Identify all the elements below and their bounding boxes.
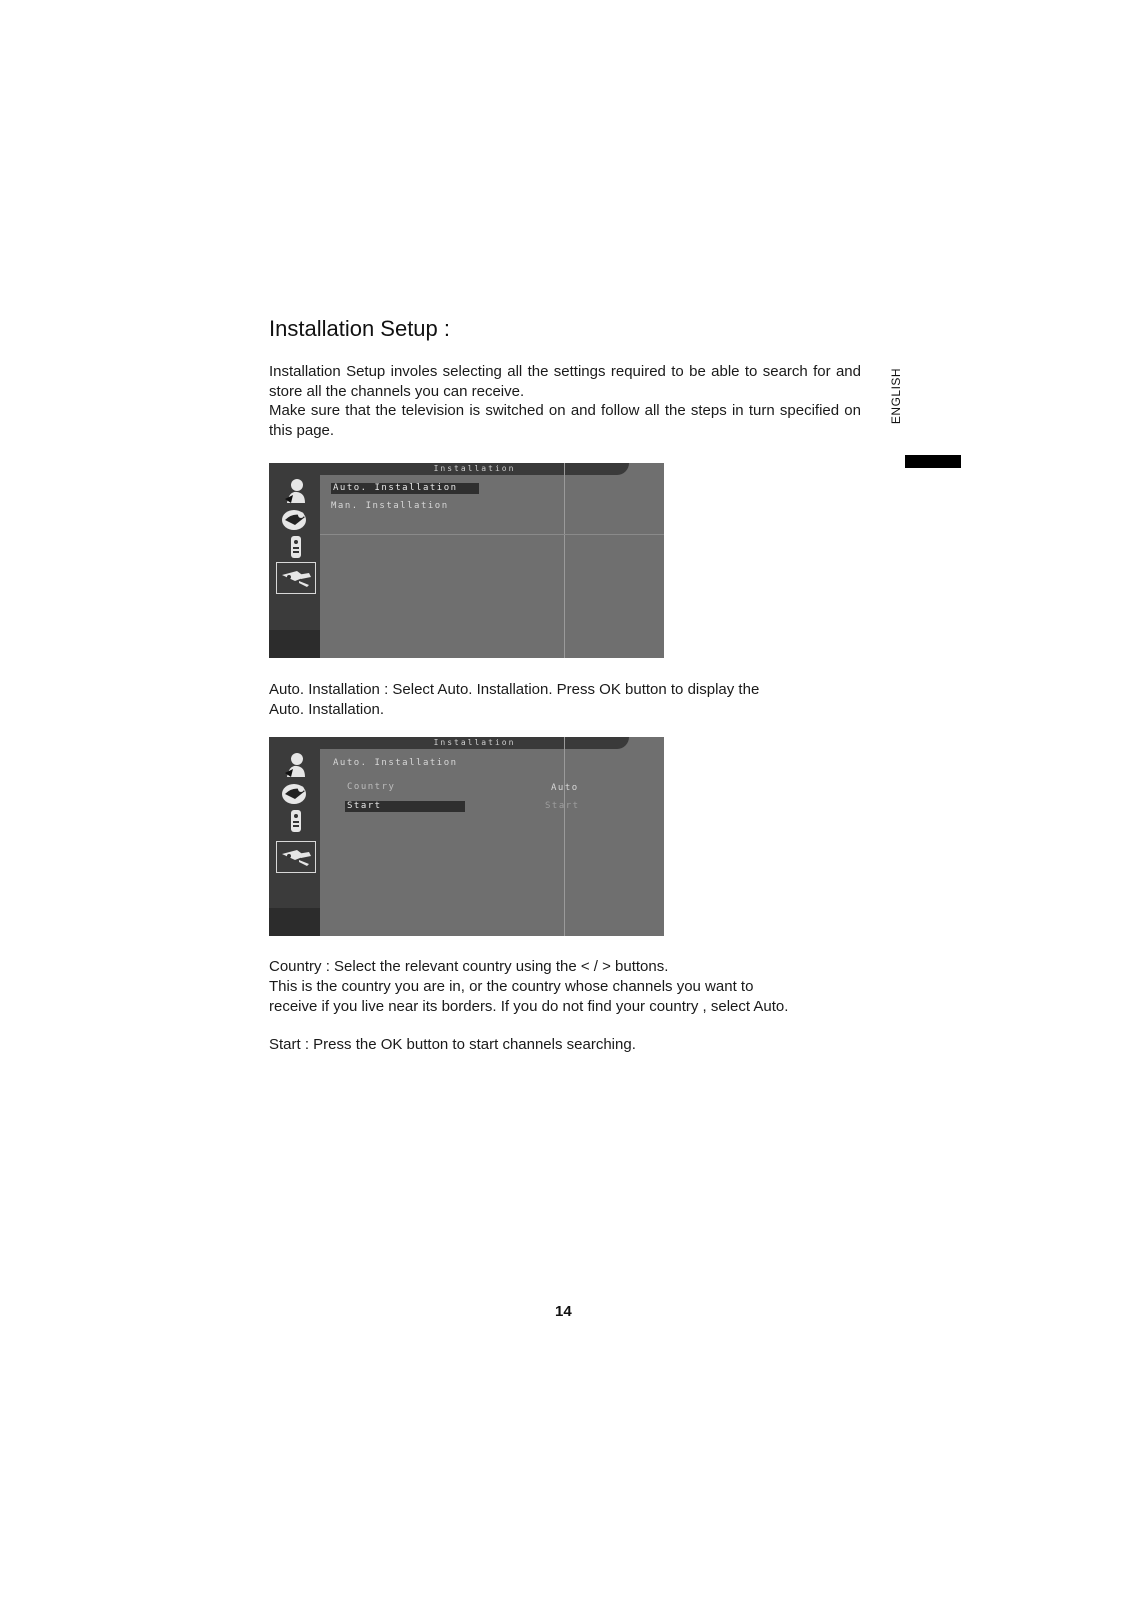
auto-installation-desc-line1: Auto. Installation : Select Auto. Installation. Press OK button to display the (269, 681, 760, 698)
remote-icon (279, 533, 311, 561)
language-tab-label: ENGLISH (889, 367, 903, 425)
auto-installation-desc-line2: Auto. Installation. (269, 701, 385, 718)
installation-icon (277, 563, 315, 593)
osd-installation-menu (269, 463, 664, 658)
osd-header-bar (320, 463, 629, 475)
country-desc-line3: receive if you live near its borders. If you do not find your country , select Auto. (269, 998, 789, 1015)
language-tab-marker (905, 455, 961, 468)
country-value[interactable]: Auto (551, 783, 579, 793)
start-value[interactable]: Start (545, 801, 580, 811)
country-desc-line2: This is the country you are in, or the country whose channels you want to (269, 978, 754, 995)
osd-header-bar (320, 737, 629, 749)
osd-divider (564, 737, 565, 936)
satellite-dish-icon (279, 779, 311, 807)
osd-divider (320, 534, 664, 535)
installation-icon-selected[interactable] (276, 562, 316, 594)
menu-item-man-installation[interactable]: Man. Installation (331, 501, 449, 511)
osd-divider (564, 463, 565, 658)
person-icon (279, 477, 311, 505)
remote-icon (279, 807, 311, 835)
menu-item-auto-installation[interactable]: Auto. Installation (331, 483, 479, 494)
page-number: 14 (555, 1303, 572, 1320)
auto-installation-subtitle: Auto. Installation (333, 758, 458, 768)
osd-header-title: Installation (433, 738, 516, 747)
satellite-dish-icon (279, 505, 311, 533)
installation-icon-selected[interactable] (276, 841, 316, 873)
country-label[interactable]: Country (347, 782, 396, 792)
installation-icon (277, 842, 315, 872)
osd-sidebar-footer (269, 630, 320, 658)
person-icon (279, 751, 311, 779)
osd-auto-installation-menu (269, 737, 664, 936)
page-title: Installation Setup : (269, 316, 451, 341)
osd-header-title: Installation (433, 464, 516, 473)
start-desc: Start : Press the OK button to start channels searching. (269, 1036, 636, 1053)
osd-sidebar-footer (269, 908, 320, 936)
country-desc-line1: Country : Select the relevant country using the < / > buttons. (269, 958, 669, 975)
intro-paragraph-1: Installation Setup involes selecting all the settings required to be able to search for and store all the channels you can receive. (269, 363, 861, 400)
intro-paragraph-2: Make sure that the television is switched on and follow all the steps in turn specified on this page. (269, 402, 861, 439)
start-label[interactable]: Start (345, 801, 465, 812)
